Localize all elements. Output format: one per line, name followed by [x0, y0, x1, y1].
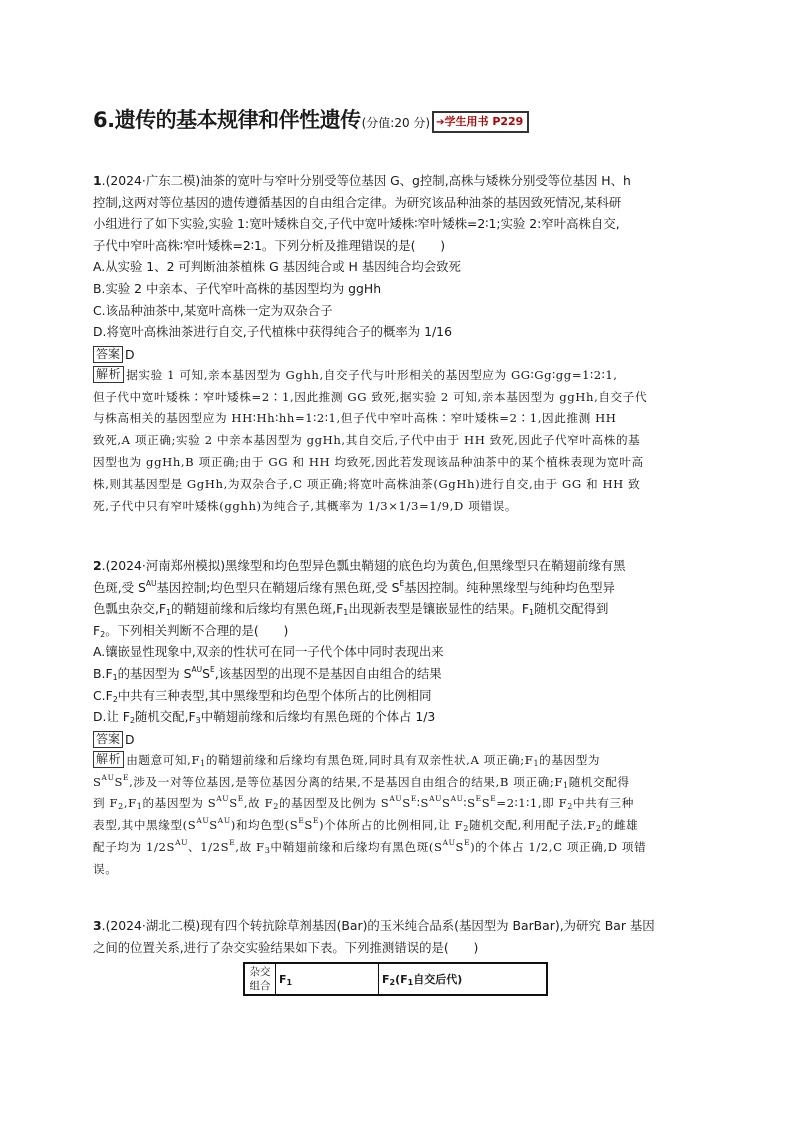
exp-text: =2∶1∶1,即 F	[496, 796, 568, 811]
exp-text: ,涉及一对等位基因,是等位基因分离的结果,不是基因自由组合的结果,B 项正确;F	[129, 774, 564, 789]
stem-line	[93, 577, 705, 599]
subscript: 1	[343, 608, 349, 618]
exp-text: S	[93, 774, 102, 789]
exp-text: 的雌雄	[601, 818, 639, 833]
subscript: 2	[118, 802, 124, 812]
stem-text: .(2024·河南郑州模拟)黑缘型和均色型异色瓢虫鞘翅的底色均为黄色,但黑缘型只在鞘翅前缘有黑	[101, 558, 626, 573]
score-note: (分值:20 分)	[361, 116, 431, 130]
superscript: E	[229, 837, 236, 847]
option-a: A.镶嵌显性现象中,双亲的性状可在同一子代个体中同时表现出来	[93, 644, 444, 660]
explanation-line: 误。	[93, 861, 118, 876]
explanation-line	[93, 772, 705, 794]
explanation-line	[93, 837, 705, 859]
question-number: 3	[93, 918, 102, 933]
exp-text: S	[455, 839, 465, 854]
stem-line: .(2024·广东二模)油茶的宽叶与窄叶分别受等位基因 G、g控制,高株与矮株分别受等位基因 H、h	[101, 173, 631, 188]
superscript: E	[410, 794, 417, 804]
exp-text: ,故 F	[235, 839, 265, 854]
stem-text: 色斑,受 S	[93, 579, 146, 595]
option-text: 中共有三种表型,其中黑缘型和均色型个体所占的比例相同	[117, 687, 432, 703]
answer-value: D	[125, 346, 135, 362]
option-text: B.F	[93, 665, 113, 681]
header-text: (F	[395, 973, 408, 986]
option-text: 随机交配,F	[135, 709, 196, 725]
exp-text: ∶S	[463, 796, 476, 811]
subscript: 2	[567, 802, 573, 812]
superscript: E	[209, 664, 215, 674]
exp-text: S	[229, 796, 238, 811]
superscript: E	[490, 794, 497, 804]
header-text: 组合	[249, 980, 271, 992]
explanation-tag: 解析	[93, 751, 124, 768]
explanation	[93, 750, 705, 881]
subscript: 2	[100, 629, 106, 639]
superscript: AU	[442, 837, 456, 847]
exp-text: 由题意可知,F	[126, 752, 201, 767]
option-c	[93, 685, 705, 707]
exp-text: S	[481, 796, 491, 811]
answer-line	[93, 730, 705, 750]
arrow-icon: ➔	[436, 117, 445, 128]
question-2	[93, 555, 705, 881]
explanation-line: 但子代中宽叶矮株∶窄叶矮株=2∶1,因此推测 GG 致死,据实验 2 可知,亲本基因型为 ggHh,自交子代	[93, 389, 648, 404]
stem-text: F	[93, 622, 101, 638]
stem-line	[93, 620, 705, 642]
subscript: 1	[533, 758, 540, 768]
explanation-line: 致死,A 项正确;实验 2 中亲本基因型为 ggHh,其自交后,子代中由于 HH 致死,因此子代窄叶高株的基	[93, 433, 641, 448]
option-b	[93, 663, 705, 685]
subscript: 1	[407, 978, 414, 987]
exp-text: 配子均为 1/2S	[93, 839, 176, 854]
question-stem	[93, 555, 705, 577]
superscript: AU	[217, 816, 231, 826]
superscript: AU	[429, 794, 443, 804]
option-text: 的基因型为 S	[117, 665, 192, 681]
option-text: 中鞘翅前缘和后缘均有黑色斑的个体占 1/3	[200, 709, 436, 725]
exp-text: S	[442, 796, 451, 811]
superscript: AU	[175, 837, 188, 847]
cross-results-table	[243, 962, 548, 996]
exp-text: S	[114, 774, 124, 789]
exp-text: ,F	[123, 796, 137, 811]
explanation-line: 株,则其基因型是 GgHh,为双杂合子,C 项正确;将宽叶高株油茶(GgHh)进行自交,由于 GG 和 HH 致	[93, 476, 641, 491]
stem-line	[93, 598, 705, 620]
superscript: AU	[389, 794, 403, 804]
exp-text: 的基因型为 S	[142, 796, 217, 811]
question-3	[93, 915, 705, 958]
exp-text: ∶S	[416, 796, 430, 811]
header-text: F	[279, 972, 287, 986]
exp-text: )个体所占的比例相同,让 F	[319, 818, 464, 833]
header-f1	[276, 963, 379, 995]
stem-line: 控制,这两对等位基因的遗传遵循基因的自由组合定律。为研究该品种油茶的基因致死情况,某科研	[93, 194, 622, 210]
superscript: AU	[145, 578, 157, 588]
option-text: S	[202, 665, 210, 681]
explanation	[93, 365, 705, 518]
option-text: C.F	[93, 687, 113, 703]
superscript: E	[475, 794, 482, 804]
subscript: 1	[286, 977, 293, 987]
badge-label: 学生用书 P229	[444, 115, 524, 128]
explanation-line: 据实验 1 可知,亲本基因型为 Gghh,自交子代与叶形相关的基因型应为 GG∶Gg∶gg=1∶2∶1,	[126, 367, 618, 382]
option-d	[93, 706, 705, 728]
explanation-line: 死,子代中只有窄叶矮株(gghh)为纯合子,其概率为 1/3×1/3=1/9,D 项错误。	[93, 498, 518, 513]
subscript: 2	[463, 824, 469, 834]
student-book-badge[interactable]	[432, 111, 529, 133]
header-text: 杂交	[249, 966, 271, 978]
exp-text: 到 F	[93, 796, 119, 811]
option-c: C.该品种油茶中,某宽叶高株一定为双杂合子	[93, 302, 333, 318]
question-stem	[93, 170, 705, 192]
subscript: 2	[389, 978, 396, 987]
stem-text: 色瓢虫杂交,F	[93, 601, 167, 617]
subscript: 3	[195, 716, 201, 726]
subscript: 3	[264, 845, 271, 855]
explanation-line	[93, 815, 705, 837]
stem-text: 。下列相关判断不合理的是( )	[105, 622, 289, 638]
explanation-line: 与株高相关的基因型应为 HH∶Hh∶hh=1∶2∶1,但子代中窄叶高株∶窄叶矮株=2∶1,因此推测 HH	[93, 411, 617, 426]
stem-text: 基因控制;均色型只在鞘翅后缘有黑色斑,受 S	[156, 579, 400, 595]
exp-text: 表型,其中黑缘型(S	[93, 818, 197, 833]
exp-text: 的鞘翅前缘和后缘均有黑色斑,同时具有双亲性状,A 项正确;F	[205, 752, 534, 767]
superscript: AU	[191, 664, 203, 674]
header-text: F	[382, 973, 390, 986]
section-title-text: 6.遗传的基本规律和伴性遗传	[93, 108, 361, 132]
question-1	[93, 170, 705, 517]
superscript: AU	[450, 794, 464, 804]
superscript: E	[312, 816, 320, 826]
header-f2	[379, 963, 548, 995]
section-title	[93, 104, 529, 138]
option-text: ,该基因型的出现不是基因自由组合的结果	[214, 665, 442, 681]
stem-text: 出现新表型是镶嵌显性的结果。F	[348, 601, 529, 617]
question-stem	[93, 915, 705, 937]
stem-text: 随机交配得到	[534, 601, 609, 617]
exp-text: 随机交配得	[568, 774, 630, 789]
answer-value: D	[125, 731, 135, 747]
stem-text: 基因控制。纯种黑缘型与纯种均色型异	[404, 579, 615, 595]
answer-tag: 答案	[93, 346, 123, 363]
exp-text: 中鞘翅前缘和后缘均有黑色斑(S	[270, 839, 443, 854]
option-b: B.实验 2 中亲本、子代窄叶高株的基因型均为 ggHh	[93, 280, 382, 296]
stem-text: 的鞘翅前缘和后缘均有黑色斑,F	[171, 601, 344, 617]
exp-text: 随机交配,利用配子法,F	[469, 818, 596, 833]
superscript: E	[399, 578, 405, 588]
superscript: AU	[216, 794, 230, 804]
stem-line: 子代中窄叶高株∶窄叶矮株=2∶1。下列分析及推理错误的是( )	[93, 237, 446, 253]
subscript: 2	[112, 694, 118, 704]
exp-text: 中共有三种	[572, 796, 634, 811]
subscript: 2	[129, 716, 136, 726]
subscript: 1	[528, 608, 535, 618]
explanation-line	[93, 793, 705, 815]
option-text: D.让 F	[93, 709, 130, 725]
subscript: 1	[563, 780, 569, 790]
question-number: 2	[93, 558, 102, 573]
option-d: D.将宽叶高株油茶进行自交,子代植株中获得纯合子的概率为 1/16	[93, 324, 452, 340]
exp-text: S	[209, 818, 218, 833]
exp-text: 、1/2S	[188, 839, 230, 854]
exp-text: )的个体占 1/2,C 项正确,D 项错	[470, 839, 647, 854]
subscript: 2	[273, 802, 279, 812]
exp-text: S	[402, 796, 411, 811]
explanation-tag: 解析	[93, 366, 124, 383]
exp-text: )和均色型(S	[230, 818, 299, 833]
header-cross-combo	[244, 963, 276, 995]
exp-text: S	[304, 818, 313, 833]
explanation-line: 因型也为 ggHh,B 项正确;由于 GG 和 HH 均致死,因此若发现该品种油茶中的某个植株表现为宽叶高	[93, 454, 644, 469]
superscript: E	[123, 772, 130, 782]
exp-text: 的基因型为	[539, 752, 601, 767]
subscript: 1	[200, 758, 206, 768]
exp-text: 的基因型及比例为 S	[278, 796, 390, 811]
superscript: E	[464, 837, 471, 847]
subscript: 1	[112, 672, 118, 682]
stem-line: 之间的位置关系,进行了杂交实验结果如下表。下列推测错误的是( )	[93, 939, 479, 955]
answer-line	[93, 345, 705, 365]
answer-tag: 答案	[93, 731, 123, 748]
subscript: 2	[595, 824, 602, 834]
superscript: AU	[196, 816, 210, 826]
explanation-line	[93, 750, 705, 772]
superscript: AU	[101, 772, 115, 782]
subscript: 1	[166, 608, 172, 618]
question-number: 1	[93, 173, 102, 188]
superscript: E	[298, 816, 305, 826]
header-text: 自交后代)	[413, 973, 463, 986]
table-header-row	[244, 963, 547, 995]
superscript: E	[237, 794, 244, 804]
stem-text: .(2024·湖北二模)现有四个转抗除草剂基因(Bar)的玉米纯合品系(基因型为 BarBar),为研究 Bar 基因	[101, 918, 655, 933]
subscript: 1	[136, 802, 143, 812]
option-a: A.从实验 1、2 可判断油茶植株 G 基因纯合或 H 基因纯合均会致死	[93, 259, 461, 275]
stem-line: 小组进行了如下实验,实验 1:宽叶矮株自交,子代中宽叶矮株∶窄叶矮株=2∶1;实验 2:窄叶高株自交,	[93, 216, 620, 232]
exp-text: ,故 F	[243, 796, 274, 811]
